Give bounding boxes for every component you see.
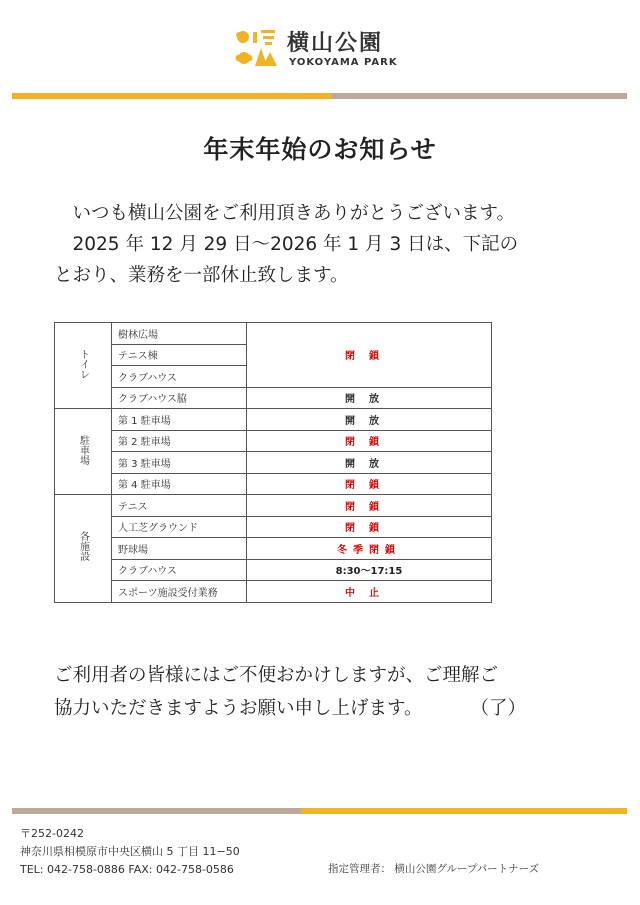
footer-contact bbox=[20, 825, 240, 879]
table-row bbox=[55, 516, 492, 538]
bottom-divider bbox=[12, 808, 627, 814]
table-row bbox=[55, 452, 492, 474]
top-divider bbox=[12, 93, 627, 99]
phone-fax: TEL: 042-758-0886 FAX: 042-758-0586 bbox=[20, 863, 234, 876]
status-cell: 開放 bbox=[247, 452, 492, 474]
park-name-english: YOKOYAMA PARK bbox=[289, 57, 398, 68]
table-row bbox=[55, 538, 492, 560]
facility-name: スポーツ施設受付業務 bbox=[112, 581, 247, 603]
facility-name: テニス bbox=[112, 495, 247, 517]
status-cell: 閉鎖 bbox=[247, 495, 492, 517]
status-cell: 閉鎖 bbox=[247, 430, 492, 452]
facility-name: クラブハウス脇 bbox=[112, 387, 247, 409]
status-cell: 閉鎖 bbox=[247, 516, 492, 538]
status-cell: 閉鎖 bbox=[247, 323, 492, 388]
facility-name: 人工芝グラウンド bbox=[112, 516, 247, 538]
table-row bbox=[55, 559, 492, 581]
facility-name: クラブハウス bbox=[112, 559, 247, 581]
intro-line: いつも横山公園をご利用頂きありがとうございます。 bbox=[54, 203, 516, 224]
closing-line-text: 協力いただきますようお願い申し上げます。 bbox=[54, 698, 423, 719]
designated-manager: 指定管理者： 横山公園グループパートナーズ bbox=[328, 863, 540, 875]
category-facilities: 各施設 bbox=[55, 495, 112, 603]
status-cell: 中止 bbox=[247, 581, 492, 603]
closing-line bbox=[54, 692, 614, 725]
facility-name: 第 1 駐車場 bbox=[112, 409, 247, 431]
table-row bbox=[55, 430, 492, 452]
table-row bbox=[55, 495, 492, 517]
table-row bbox=[55, 323, 492, 345]
table-row bbox=[55, 409, 492, 431]
postal-code: 〒252-0242 bbox=[20, 827, 84, 840]
facility-name: テニス棟 bbox=[112, 344, 247, 366]
status-cell: 冬季閉鎖 bbox=[247, 538, 492, 560]
table-row bbox=[55, 581, 492, 603]
address: 神奈川県相模原市中央区横山 5 丁目 11−50 bbox=[20, 845, 240, 858]
closure-schedule-table bbox=[54, 322, 492, 603]
table-row bbox=[55, 387, 492, 409]
facility-name: 第 4 駐車場 bbox=[112, 473, 247, 495]
park-logo bbox=[233, 26, 433, 72]
closing-line: ご利用者の皆様にはご不便おかけしますが、ご理解ご bbox=[54, 665, 499, 686]
park-name: 横山公園 bbox=[287, 31, 384, 56]
facility-name: 樹林広場 bbox=[112, 323, 247, 345]
facility-name: 野球場 bbox=[112, 538, 247, 560]
facility-name: クラブハウス bbox=[112, 366, 247, 388]
intro-line: とおり、業務を一部休止致します。 bbox=[54, 265, 349, 286]
status-cell: 開放 bbox=[247, 409, 492, 431]
facility-name: 第 3 駐車場 bbox=[112, 452, 247, 474]
closing-text bbox=[54, 659, 614, 725]
category-parking: 駐車場 bbox=[55, 409, 112, 495]
status-cell: 開放 bbox=[247, 387, 492, 409]
status-cell: 閉鎖 bbox=[247, 473, 492, 495]
status-cell: 8:30～17:15 bbox=[247, 559, 492, 581]
facility-name: 第 2 駐車場 bbox=[112, 430, 247, 452]
intro-text bbox=[54, 198, 614, 291]
intro-line: 2025 年 12 月 29 日～2026 年 1 月 3 日は、下記の bbox=[54, 234, 519, 255]
page-title: 年末年始のお知らせ bbox=[203, 135, 437, 164]
closing-sign: （了） bbox=[470, 698, 527, 719]
category-toilet: トイレ bbox=[55, 323, 112, 409]
table-row bbox=[55, 473, 492, 495]
park-logo-icon bbox=[233, 26, 279, 70]
